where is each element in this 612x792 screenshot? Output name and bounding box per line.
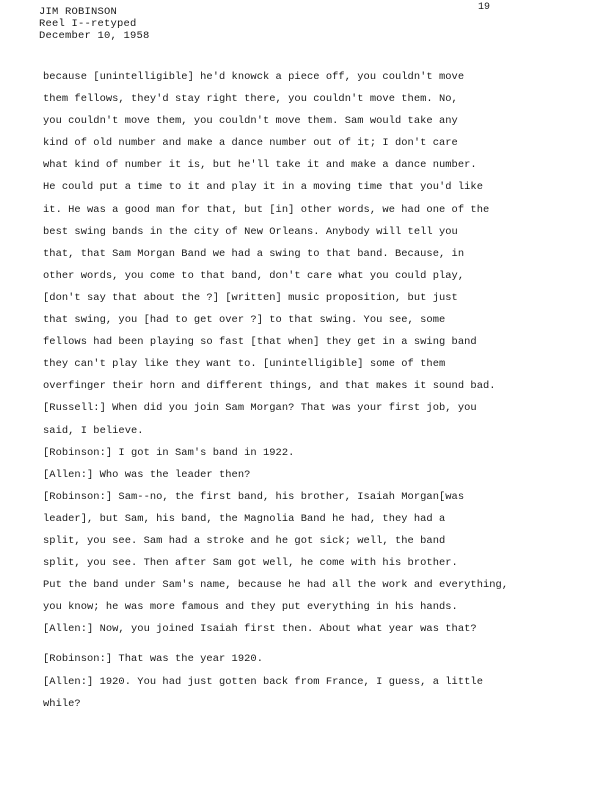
transcript-line: best swing bands in the city of New Orleans. Anybody will tell you xyxy=(43,225,458,238)
transcript-line: kind of old number and make a dance number out of it; I don't care xyxy=(43,137,458,150)
transcript-line: they can't play like they want to. [unintelligible] some of them xyxy=(43,358,446,371)
speaker-line-russell: [Russell:] When did you join Sam Morgan? That was your first job, you xyxy=(43,402,477,415)
transcript-line: other words, you come to that band, don't care what you could play, xyxy=(43,269,465,282)
transcript-line: overfinger their horn and different things, and that makes it sound bad. xyxy=(43,380,496,393)
transcript-line: you know; he was more famous and they put everything in his hands. xyxy=(43,601,458,614)
interview-date: December 10, 1958 xyxy=(39,30,150,42)
transcript-line: it. He was a good man for that, but [in] other words, we had one of the xyxy=(43,203,490,216)
page-number: 19 xyxy=(478,2,491,13)
transcript-body xyxy=(43,66,599,715)
transcript-line: you couldn't move them, you couldn't move them. Sam would take any xyxy=(43,115,458,128)
transcript-line: split, you see. Sam had a stroke and he got sick; well, the band xyxy=(43,534,446,547)
transcript-line: fellows had been playing so fast [that when] they get in a swing band xyxy=(43,336,477,349)
transcript-line: [don't say that about the ?] [written] music proposition, but just xyxy=(43,291,458,304)
transcript-line: He could put a time to it and play it in a moving time that you'd like xyxy=(43,181,483,194)
speaker-line-allen: [Allen:] Now, you joined Isaiah first then. About what year was that? xyxy=(43,623,477,636)
transcript-header xyxy=(39,6,150,42)
transcript-line: because [unintelligible] he'd knowck a piece off, you couldn't move xyxy=(43,71,465,83)
transcript-line: while? xyxy=(43,697,81,710)
speaker-line-allen: [Allen:] 1920. You had just gotten back from France, I guess, a little xyxy=(43,675,483,688)
speaker-line-robinson: [Robinson:] That was the year 1920. xyxy=(43,653,263,666)
spacer xyxy=(43,640,599,648)
transcript-line: what kind of number it is, but he'll take it and make a dance number. xyxy=(43,159,477,172)
speaker-line-allen: [Allen:] Who was the leader then? xyxy=(43,468,251,481)
transcript-line: said, I believe. xyxy=(43,424,144,437)
speaker-line-robinson: [Robinson:] Sam--no, the first band, his brother, Isaiah Morgan[was xyxy=(43,490,465,503)
interviewee-name: JIM ROBINSON xyxy=(39,6,118,18)
transcript-line: them fellows, they'd stay right there, you couldn't move them. No, xyxy=(43,93,458,106)
transcript-line: Put the band under Sam's name, because he had all the work and everything, xyxy=(43,579,509,592)
transcript-line: split, you see. Then after Sam got well, he come with his brother. xyxy=(43,557,458,570)
transcript-line: that swing, you [had to get over ?] to that swing. You see, some xyxy=(43,314,446,327)
reel-label: Reel I--retyped xyxy=(39,18,137,30)
transcript-line: leader], but Sam, his band, the Magnolia Band he had, they had a xyxy=(43,512,446,525)
transcript-line: that, that Sam Morgan Band we had a swing to that band. Because, in xyxy=(43,247,465,260)
speaker-line-robinson: [Robinson:] I got in Sam's band in 1922. xyxy=(43,446,295,459)
